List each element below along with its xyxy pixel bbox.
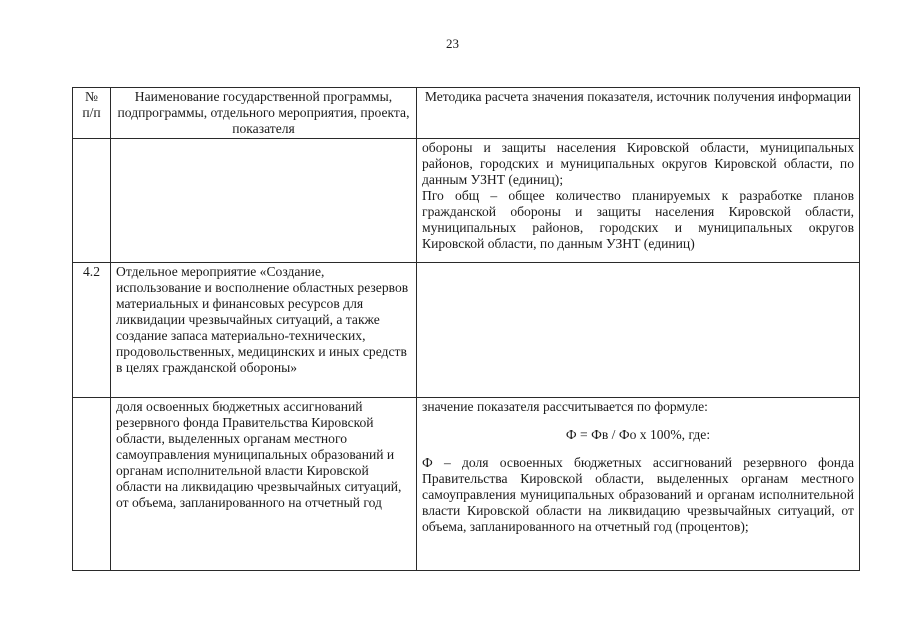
method-text: Пго общ – общее количество планируемых к разработке планов гражданской обороны и защиты населения Кировской области, муниципальных районов, городских и муниципальных округов Кировской области, по данным УЗНТ (единиц)	[422, 188, 854, 251]
header-name: Наименование государственной программы, подпрограммы, отдельного мероприятия, проекта, показателя	[111, 88, 417, 139]
table-row	[73, 139, 860, 263]
page-number: 23	[446, 36, 459, 51]
row-number: 4.2	[73, 263, 111, 398]
row-name	[111, 139, 417, 263]
method-text: Ф – доля освоенных бюджетных ассигнований резервного фонда Правительства Кировской области, выделенных органам местного самоуправления муниципальных образований и органам исполнительной власти Кировской области на ликвидацию чрезвычайных ситуаций, от объема, запланированного на отчетный год (процентов);	[422, 455, 854, 534]
header-method: Методика расчета значения показателя, источник получения информации	[417, 88, 860, 139]
row-method	[417, 398, 860, 571]
row-name: Отдельное мероприятие «Создание, использование и восполнение областных резервов материальных и финансовых ресурсов для ликвидации чрезвычайных ситуаций, а также создание запаса материально-технических, продовольственных, медицинских и иных средств в целях гражданской обороны»	[111, 263, 417, 398]
indicator-methodology-table	[72, 87, 860, 571]
table-row	[73, 398, 860, 571]
method-text: обороны и защиты населения Кировской области, муниципальных районов, городских и муниципальных округов Кировской области, по данным УЗНТ (единиц);	[422, 140, 854, 187]
table-row	[73, 263, 860, 398]
table-header-row	[73, 88, 860, 139]
method-formula: Ф = Фв / Фо x 100%, где:	[565, 427, 711, 442]
row-number	[73, 398, 111, 571]
row-method	[417, 139, 860, 263]
method-intro: значение показателя рассчитывается по формуле:	[422, 399, 708, 414]
row-number	[73, 139, 111, 263]
row-method	[417, 263, 860, 398]
header-number: № п/п	[73, 88, 111, 139]
row-name: доля освоенных бюджетных ассигнований резервного фонда Правительства Кировской области, выделенных органам местного самоуправления муниципальных образований и органам исполнительной власти Кировской области на ликвидацию чрезвычайных ситуаций, от объема, запланированного на отчетный год	[111, 398, 417, 571]
